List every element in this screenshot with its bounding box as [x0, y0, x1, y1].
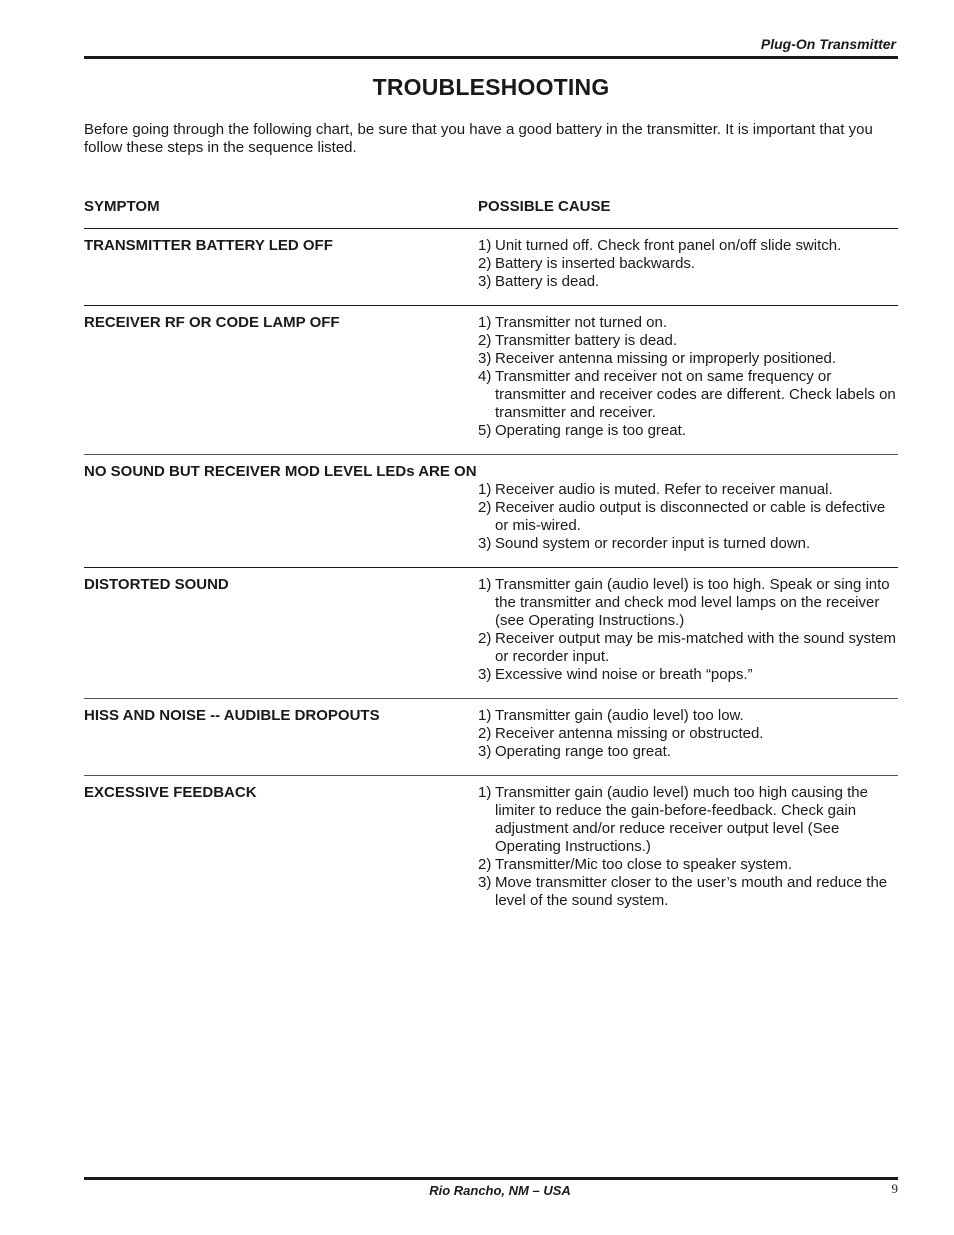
cause-item: 4) Transmitter and receiver not on same frequency or transmitter and receiver codes are different. Check labels on transmitter and receiver.	[478, 368, 896, 421]
cause-item: 2) Receiver output may be mis-matched with the sound system or recorder input.	[478, 630, 897, 665]
causes-list	[478, 481, 898, 553]
cause-item: 1) Receiver audio is muted. Refer to receiver manual.	[478, 481, 833, 498]
cause-item: 2) Receiver antenna missing or obstructed.	[478, 725, 764, 742]
symptom-cell: TRANSMITTER BATTERY LED OFF	[84, 237, 333, 254]
causes-list	[478, 314, 898, 440]
cause-item: 3) Battery is dead.	[478, 273, 600, 290]
intro-paragraph: Before going through the following chart, be sure that you have a good battery in the transmitter. It is important that you follow these steps in the sequence listed.	[84, 121, 873, 156]
page-title: TROUBLESHOOTING	[372, 74, 610, 100]
column-header-possible-cause: POSSIBLE CAUSE	[478, 198, 611, 215]
symptom-cell: RECEIVER RF OR CODE LAMP OFF	[84, 314, 340, 331]
symptom-cell: DISTORTED SOUND	[84, 576, 229, 593]
causes-list	[478, 576, 898, 684]
cause-item: 3) Operating range too great.	[478, 743, 671, 760]
cause-item: 2) Transmitter/Mic too close to speaker system.	[478, 856, 793, 873]
cause-item: 2) Receiver audio output is disconnected or cable is defective or mis-wired.	[478, 499, 886, 534]
table-row	[84, 228, 898, 305]
cause-item: 3) Excessive wind noise or breath “pops.”	[478, 666, 753, 683]
column-header-symptom: SYMPTOM	[84, 198, 160, 215]
cause-item: 1) Transmitter not turned on.	[478, 314, 668, 331]
cause-item: 3) Receiver antenna missing or improperly positioned.	[478, 350, 837, 367]
cause-item: 2) Battery is inserted backwards.	[478, 255, 696, 272]
symptom-cell: NO SOUND BUT RECEIVER MOD LEVEL LEDs ARE ON	[84, 463, 477, 480]
symptom-cell: HISS AND NOISE -- AUDIBLE DROPOUTS	[84, 707, 380, 724]
causes-list	[478, 784, 898, 910]
footer-rule	[84, 1177, 898, 1180]
cause-item: 2) Transmitter battery is dead.	[478, 332, 678, 349]
cause-item: 1) Transmitter gain (audio level) is too high. Speak or sing into the transmitter and check mod level lamps on the receiver (see Operating Instructions.)	[478, 576, 890, 629]
cause-item: 1) Transmitter gain (audio level) much too high causing the limiter to reduce the gain-before-feedback. Check gain adjustment and/or reduce receiver output level (See Operating Instructions.)	[478, 784, 868, 855]
header-product-label: Plug-On Transmitter	[760, 36, 896, 52]
table-row	[84, 775, 898, 924]
cause-item: 3) Move transmitter closer to the user’s mouth and reduce the level of the sound system.	[478, 874, 888, 909]
footer-location: Rio Rancho, NM – USA	[429, 1183, 571, 1198]
page-number: 9	[891, 1181, 898, 1196]
table-row	[84, 454, 898, 567]
cause-item: 5) Operating range is too great.	[478, 422, 686, 439]
table-row	[84, 698, 898, 775]
causes-list	[478, 237, 898, 291]
cause-item: 1) Unit turned off. Check front panel on/off slide switch.	[478, 237, 842, 254]
table-row	[84, 305, 898, 454]
cause-item: 1) Transmitter gain (audio level) too low.	[478, 707, 744, 724]
table-row	[84, 567, 898, 698]
causes-list	[478, 707, 898, 761]
cause-item: 3) Sound system or recorder input is turned down.	[478, 535, 811, 552]
symptom-cell: EXCESSIVE FEEDBACK	[84, 784, 257, 801]
header-rule	[84, 56, 898, 59]
troubleshooting-table	[84, 228, 898, 924]
